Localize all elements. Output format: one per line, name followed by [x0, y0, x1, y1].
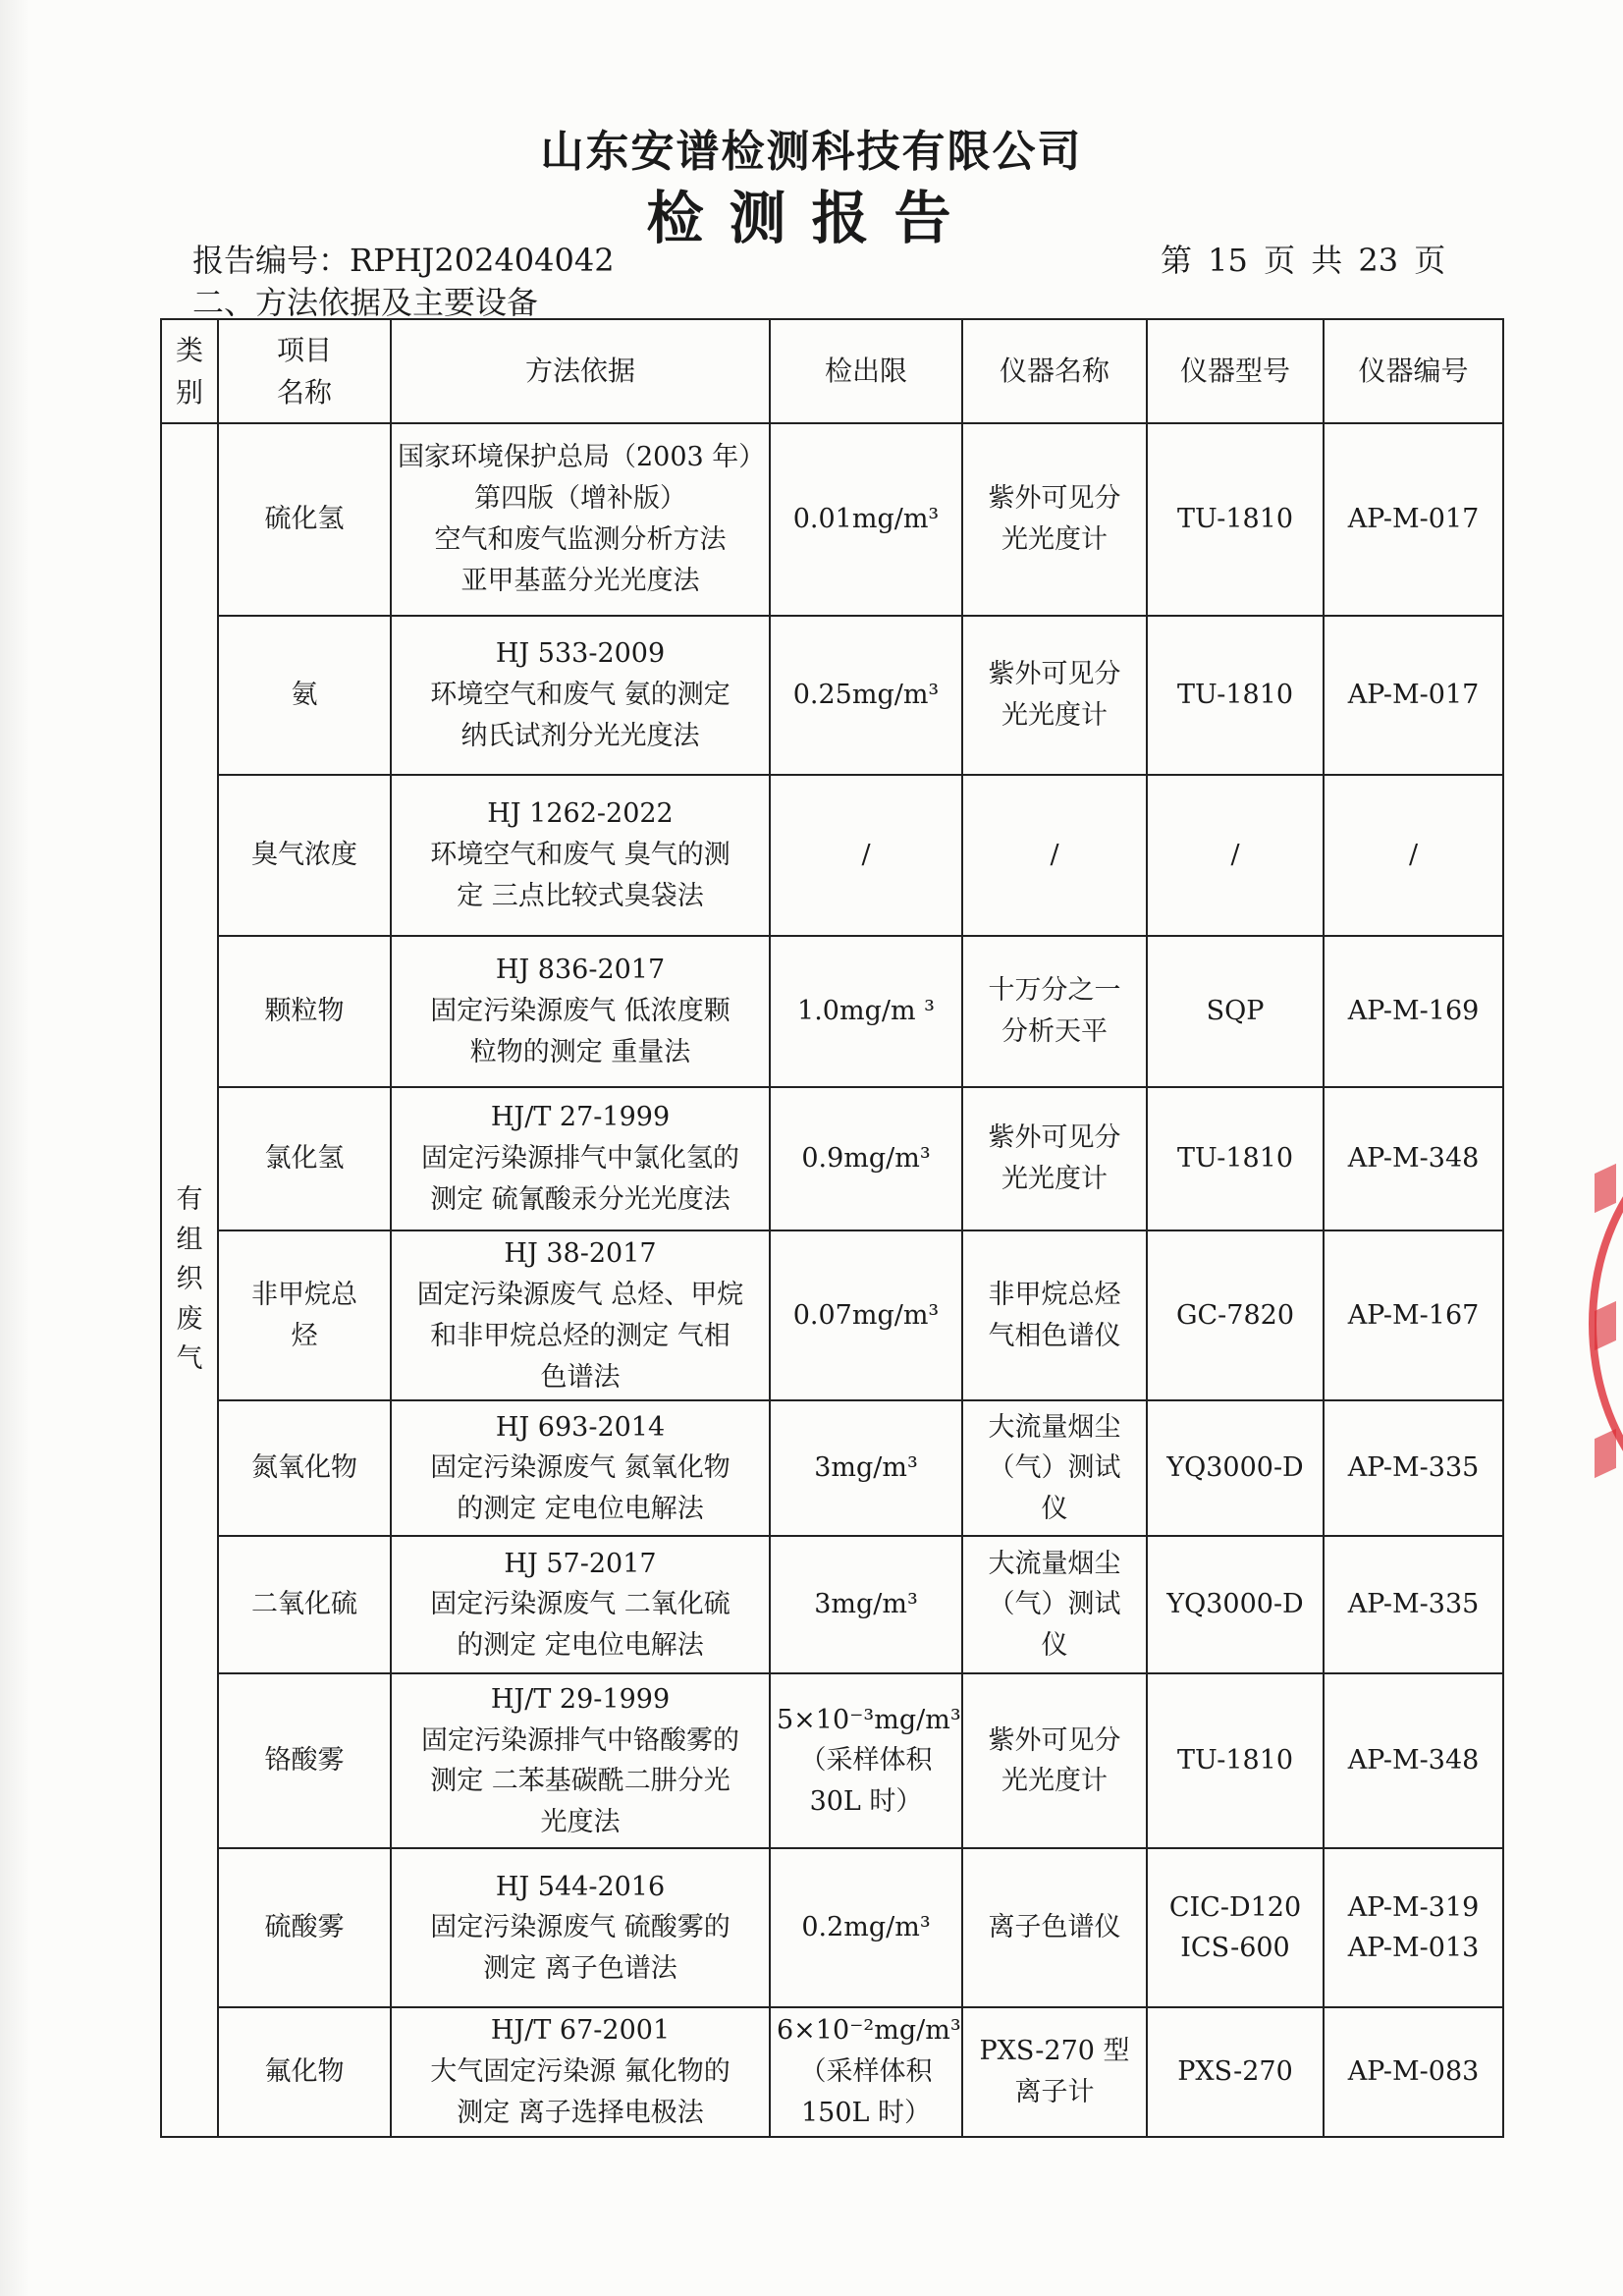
cell-line: （气）测试 — [988, 1452, 1121, 1484]
cell-line: 铬酸雾 — [264, 1745, 345, 1777]
cell-line: AP-M-348 — [1347, 1143, 1480, 1175]
cell-line: 仪 — [1041, 1494, 1068, 1525]
cell-line: 测定 硫氰酸汞分光光度法 — [430, 1183, 730, 1215]
item-cell — [218, 775, 391, 936]
cell-line: HJ 1262-2022 — [487, 798, 674, 830]
method-cell — [391, 1087, 770, 1230]
cell-line: 硫酸雾 — [264, 1912, 345, 1943]
cell-line: 氮氧化物 — [251, 1452, 357, 1484]
cell-line: AP-M-167 — [1347, 1299, 1480, 1331]
limit-cell — [770, 775, 962, 936]
cell-line: AP-M-319 — [1347, 1891, 1480, 1923]
instrument-no-cell — [1324, 423, 1503, 616]
instrument-model-cell — [1147, 2007, 1324, 2137]
instrument-no-cell — [1324, 616, 1503, 775]
cell-line: 气相色谱仪 — [988, 1320, 1121, 1351]
cell-line: AP-M-348 — [1347, 1745, 1480, 1777]
instrument-model-cell — [1147, 423, 1324, 616]
instrument-model-cell — [1147, 775, 1324, 936]
methods-equipment-table — [160, 318, 1504, 2138]
item-cell — [218, 1673, 391, 1848]
cell-line: / — [861, 840, 871, 871]
cell-line: 固定污染源废气 氮氧化物 — [430, 1452, 730, 1484]
cell-line: 氟化物 — [264, 2056, 345, 2088]
header-limit: 检出限 — [770, 319, 962, 423]
limit-cell — [770, 1230, 962, 1400]
limit-cell — [770, 1400, 962, 1536]
cell-line: HJ 544-2016 — [495, 1871, 666, 1902]
cell-line: 国家环境保护总局（2003 年） — [398, 442, 766, 473]
instrument-no-cell — [1324, 1673, 1503, 1848]
instrument-no-cell — [1324, 775, 1503, 936]
red-seal-edge — [1589, 1110, 1623, 1522]
cell-line: 0.07mg/m³ — [792, 1299, 940, 1331]
cell-line: 固定污染源排气中氯化氢的 — [421, 1143, 739, 1175]
instrument-name-cell — [962, 616, 1147, 775]
cell-line: 大流量烟尘 — [988, 1548, 1121, 1579]
cell-line: PXS-270 — [1177, 2056, 1293, 2088]
method-cell — [391, 1230, 770, 1400]
cell-line: / — [1050, 840, 1059, 871]
limit-cell — [770, 1536, 962, 1673]
cell-line: 仪 — [1041, 1630, 1068, 1662]
limit-cell — [770, 1848, 962, 2007]
item-cell — [218, 1848, 391, 2007]
cell-line: 大气固定污染源 氟化物的 — [430, 2056, 730, 2088]
cell-line: 150L 时） — [800, 2098, 932, 2129]
method-cell — [391, 936, 770, 1087]
cell-line: 光度法 — [540, 1807, 621, 1838]
table-row — [161, 775, 1503, 936]
table-header-row — [161, 319, 1503, 423]
header-item: 项目 名称 — [218, 319, 391, 423]
table-row — [161, 1848, 1503, 2007]
limit-cell — [770, 1087, 962, 1230]
cell-line: 固定污染源废气 硫酸雾的 — [430, 1912, 730, 1943]
limit-cell — [770, 1673, 962, 1848]
limit-cell — [770, 616, 962, 775]
cell-line: 色谱法 — [540, 1361, 621, 1393]
header-method: 方法依据 — [391, 319, 770, 423]
cell-line: TU-1810 — [1176, 504, 1294, 535]
cell-line: HJ 693-2014 — [495, 1411, 666, 1443]
instrument-name-cell — [962, 423, 1147, 616]
cell-line: 定 三点比较式臭袋法 — [457, 880, 704, 911]
table-row — [161, 1673, 1503, 1848]
cell-line: 光光度计 — [1001, 1164, 1108, 1194]
method-cell — [391, 423, 770, 616]
cell-line: AP-M-169 — [1347, 996, 1480, 1027]
cell-line: 空气和废气监测分析方法 — [434, 524, 727, 555]
method-cell — [391, 616, 770, 775]
cell-line: 0.2mg/m³ — [801, 1912, 931, 1943]
instrument-no-cell — [1324, 1230, 1503, 1400]
limit-cell — [770, 423, 962, 616]
instrument-name-cell — [962, 1087, 1147, 1230]
cell-line: SQP — [1206, 996, 1265, 1027]
instrument-name-cell — [962, 775, 1147, 936]
cell-line: （采样体积 — [799, 2056, 933, 2088]
cell-line: 3mg/m³ — [814, 1452, 918, 1484]
method-cell — [391, 1848, 770, 2007]
cell-line: 臭气浓度 — [251, 840, 357, 871]
cell-line: 非甲烷总烃 — [988, 1279, 1121, 1310]
table-row — [161, 1230, 1503, 1400]
cell-line: 固定污染源废气 低浓度颗 — [430, 996, 730, 1027]
cell-line: 的测定 定电位电解法 — [457, 1630, 704, 1662]
table-row — [161, 2007, 1503, 2137]
cell-line: AP-M-335 — [1347, 1452, 1480, 1484]
page-number: 第 15 页 共 23 页 — [1161, 242, 1446, 279]
cell-line: 固定污染源排气中铬酸雾的 — [421, 1724, 739, 1756]
cell-line: 固定污染源废气 二氧化硫 — [430, 1589, 730, 1620]
limit-cell — [770, 2007, 962, 2137]
instrument-no-cell — [1324, 2007, 1503, 2137]
item-cell — [218, 2007, 391, 2137]
cell-line: 0.9mg/m³ — [801, 1143, 931, 1175]
cell-line: 1.0mg/m ³ — [797, 996, 935, 1027]
cell-line: ICS-600 — [1180, 1933, 1290, 1964]
table-row — [161, 423, 1503, 616]
cell-line: / — [1408, 840, 1419, 871]
instrument-model-cell — [1147, 1230, 1324, 1400]
cell-line: 氨 — [291, 680, 318, 711]
table-row — [161, 1400, 1503, 1536]
cell-line: 离子色谱仪 — [988, 1912, 1121, 1943]
cell-line: 粒物的测定 重量法 — [469, 1036, 691, 1067]
cell-line: 离子计 — [1014, 2077, 1095, 2108]
instrument-name-cell — [962, 2007, 1147, 2137]
header-instrument-model: 仪器型号 — [1147, 319, 1324, 423]
item-cell — [218, 1536, 391, 1673]
category-cell: 有 组 织 废 气 — [161, 423, 218, 2137]
cell-line: 紫外可见分 — [988, 659, 1121, 690]
cell-line: 烃 — [291, 1320, 318, 1351]
item-cell — [218, 936, 391, 1087]
limit-cell — [770, 936, 962, 1087]
section-title: 二、方法依据及主要设备 — [192, 284, 539, 321]
item-cell — [218, 1230, 391, 1400]
cell-line: 氯化氢 — [264, 1143, 345, 1175]
cell-line: 二氧化硫 — [251, 1589, 357, 1620]
instrument-name-cell — [962, 936, 1147, 1087]
cell-line: 紫外可见分 — [988, 1724, 1121, 1756]
cell-line: HJ 57-2017 — [504, 1548, 657, 1579]
table-row — [161, 616, 1503, 775]
instrument-name-cell — [962, 1230, 1147, 1400]
method-cell — [391, 775, 770, 936]
table-row — [161, 1087, 1503, 1230]
cell-line: （气）测试 — [988, 1589, 1121, 1620]
instrument-no-cell — [1324, 1536, 1503, 1673]
cell-line: AP-M-017 — [1347, 504, 1480, 535]
item-cell — [218, 616, 391, 775]
instrument-model-cell — [1147, 1536, 1324, 1673]
cell-line: PXS-270 型 — [979, 2036, 1130, 2067]
cell-line: 和非甲烷总烃的测定 气相 — [430, 1320, 730, 1351]
cell-line: AP-M-083 — [1347, 2056, 1480, 2088]
cell-line: （采样体积 — [799, 1745, 933, 1777]
cell-line: 非甲烷总 — [251, 1279, 357, 1310]
cell-line: 分析天平 — [1001, 1016, 1108, 1047]
cell-line: HJ 38-2017 — [504, 1238, 657, 1269]
cell-line: 0.25mg/m³ — [792, 680, 940, 711]
header-category: 类 别 — [161, 319, 218, 423]
instrument-model-cell — [1147, 1087, 1324, 1230]
cell-line: AP-M-017 — [1347, 680, 1480, 711]
cell-line: 第四版（增补版） — [474, 483, 686, 515]
item-cell — [218, 1087, 391, 1230]
instrument-no-cell — [1324, 936, 1503, 1087]
instrument-model-cell — [1147, 616, 1324, 775]
cell-line: 光光度计 — [1001, 1766, 1108, 1797]
cell-line: 3mg/m³ — [814, 1589, 918, 1620]
cell-line: HJ/T 67-2001 — [490, 2015, 671, 2047]
cell-line: CIC-D120 — [1168, 1891, 1302, 1923]
instrument-model-cell — [1147, 1673, 1324, 1848]
company-name: 山东安谱检测科技有限公司 — [540, 127, 1083, 177]
cell-line: / — [1230, 840, 1240, 871]
cell-line: TU-1810 — [1176, 680, 1294, 711]
cell-line: 测定 离子色谱法 — [483, 1953, 677, 1985]
cell-line: 纳氏试剂分光光度法 — [460, 720, 700, 751]
table-body — [161, 423, 1503, 2137]
cell-line: HJ 533-2009 — [495, 638, 666, 670]
cell-line: 的测定 定电位电解法 — [457, 1494, 704, 1525]
cell-line: 硫化氢 — [264, 504, 345, 535]
cell-line: TU-1810 — [1176, 1143, 1294, 1175]
cell-line: 30L 时） — [809, 1786, 923, 1818]
table-row — [161, 936, 1503, 1087]
instrument-no-cell — [1324, 1848, 1503, 2007]
cell-line: 5×10⁻³mg/m³ — [777, 1704, 961, 1735]
cell-line: 亚甲基蓝分光光度法 — [460, 565, 700, 596]
instrument-name-cell — [962, 1848, 1147, 2007]
method-cell — [391, 1673, 770, 1848]
instrument-name-cell — [962, 1536, 1147, 1673]
cell-line: TU-1810 — [1176, 1745, 1294, 1777]
item-cell — [218, 1400, 391, 1536]
cell-line: HJ 836-2017 — [495, 955, 666, 986]
header-instrument-no: 仪器编号 — [1324, 319, 1503, 423]
instrument-model-cell — [1147, 936, 1324, 1087]
cell-line: AP-M-335 — [1347, 1589, 1480, 1620]
cell-line: HJ/T 27-1999 — [490, 1102, 671, 1133]
cell-line: 大流量烟尘 — [988, 1411, 1121, 1443]
cell-line: 6×10⁻²mg/m³ — [777, 2015, 961, 2047]
cell-line: YQ3000-D — [1166, 1452, 1304, 1484]
method-cell — [391, 1400, 770, 1536]
method-cell — [391, 1536, 770, 1673]
cell-line: YQ3000-D — [1166, 1589, 1304, 1620]
item-cell — [218, 423, 391, 616]
report-number: 报告编号：RPHJ202404042 — [192, 242, 615, 279]
method-cell — [391, 2007, 770, 2137]
instrument-name-cell — [962, 1673, 1147, 1848]
cell-line: AP-M-013 — [1347, 1933, 1480, 1964]
cell-line: 紫外可见分 — [988, 483, 1121, 515]
cell-line: 0.01mg/m³ — [792, 504, 940, 535]
instrument-name-cell — [962, 1400, 1147, 1536]
instrument-no-cell — [1324, 1087, 1503, 1230]
cell-line: 测定 二苯基碳酰二肼分光 — [430, 1766, 730, 1797]
cell-line: HJ/T 29-1999 — [490, 1683, 671, 1715]
cell-line: 固定污染源废气 总烃、甲烷 — [416, 1279, 744, 1310]
report-title: 检测报告 — [646, 185, 977, 251]
cell-line: GC-7820 — [1175, 1299, 1295, 1331]
instrument-no-cell — [1324, 1400, 1503, 1536]
header-instrument-name: 仪器名称 — [962, 319, 1147, 423]
cell-line: 紫外可见分 — [988, 1122, 1121, 1154]
instrument-model-cell — [1147, 1848, 1324, 2007]
table-row — [161, 1536, 1503, 1673]
cell-line: 颗粒物 — [264, 996, 345, 1027]
cell-line: 环境空气和废气 臭气的测 — [430, 840, 730, 871]
cell-line: 光光度计 — [1001, 524, 1108, 555]
instrument-model-cell — [1147, 1400, 1324, 1536]
cell-line: 测定 离子选择电极法 — [457, 2098, 704, 2129]
cell-line: 光光度计 — [1001, 700, 1108, 731]
cell-line: 十万分之一 — [988, 975, 1121, 1007]
scan-edge-shadow — [0, 0, 29, 2296]
cell-line: 环境空气和废气 氨的测定 — [430, 680, 730, 711]
